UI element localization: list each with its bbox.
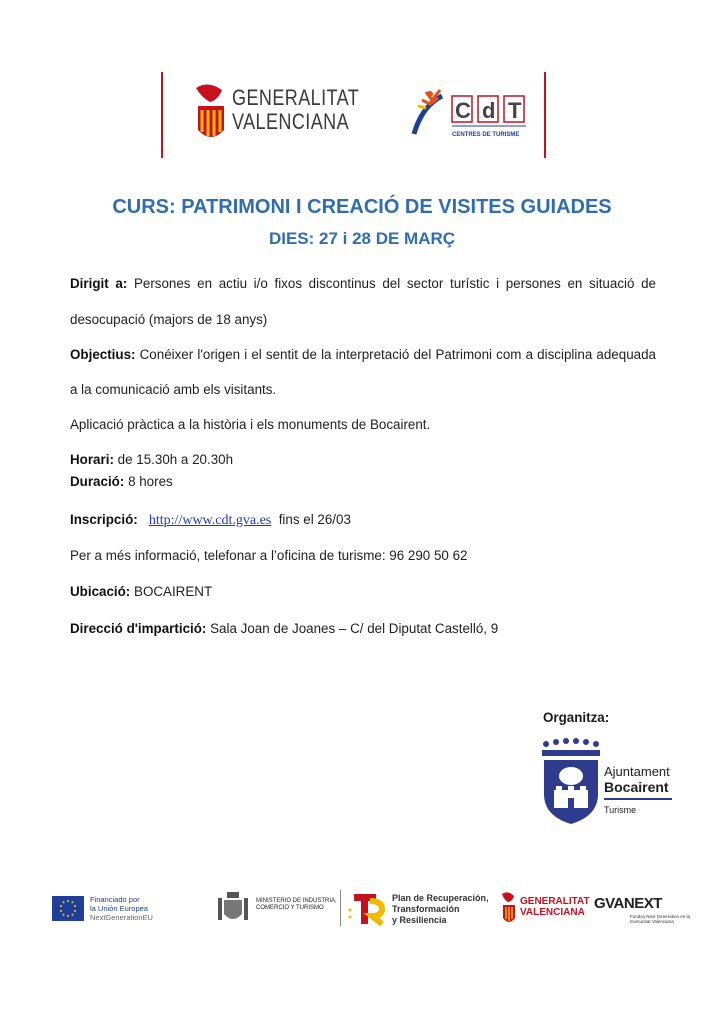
horari-value: de 15.30h a 20.30h: [117, 452, 234, 467]
cdt-subtitle: CENTRES DE TURISME: [452, 132, 520, 138]
eu-flag-icon: [52, 896, 84, 921]
ubicacio-line: [70, 584, 212, 600]
header-divider-right: [544, 72, 546, 158]
direccio-line: [70, 621, 498, 637]
prtr-line-3: y Resiliencia: [392, 915, 447, 925]
info-text: Per a més informació, telefonar a l’oficina de turisme: 96 290 50 62: [70, 548, 468, 563]
footer-separator: [340, 890, 341, 926]
gv-footer-text: [520, 896, 590, 918]
generalitat-valenciana-logo-text: [232, 86, 359, 134]
gvnext-subtitle: Fondos Next Generation en la Comunitat Valenciana: [630, 914, 691, 924]
objectius-label: Objectius:: [70, 347, 136, 362]
aplicacio-text: Aplicació pràctica a la història i els monuments de Bocairent.: [70, 417, 431, 432]
spain-coat-of-arms-icon: [216, 890, 250, 926]
dirigit-label: Dirigit a:: [70, 276, 128, 291]
objectius-text-1: Conéixer l'origen i el sentit de la interpretació del Patrimoni com a disciplina adequada: [139, 347, 656, 362]
prtr-logo-icon: [346, 890, 388, 926]
gv-footer-line-1: GENERALITAT: [520, 896, 590, 907]
dirigit-text-1: Persones en actiu i/o fixos discontinus del sector turístic i persones en situació de: [133, 276, 656, 291]
direccio-label: Direcció d'impartició:: [70, 621, 207, 636]
bocairent-logo-line-1: Ajuntament: [604, 764, 670, 779]
gv-logo-line-1: GENERALITAT: [232, 85, 360, 110]
prtr-line-1: Plan de Recuperación,: [392, 893, 489, 903]
inscripcio-link[interactable]: http://www.cdt.gva.es: [148, 513, 272, 528]
horari-line: [70, 452, 233, 468]
horari-label: Horari:: [70, 452, 114, 467]
bocairent-logo-line-2: Bocairent: [604, 779, 669, 795]
inscripcio-label: Inscripció:: [70, 512, 138, 527]
gv-logo-line-2: VALENCIANA: [232, 109, 350, 134]
svg-text:C: C: [455, 98, 471, 123]
ubicacio-label: Ubicació:: [70, 584, 131, 599]
ubicacio-value: BOCAIRENT: [134, 584, 213, 599]
duracio-label: Duració:: [70, 474, 125, 489]
eu-funding-line-2: la Unión Europea: [90, 904, 148, 913]
direccio-value: Sala Joan de Joanes – C/ del Diputat Castelló, 9: [210, 621, 499, 636]
objectius-text-2: a la comunicació amb els visitants.: [70, 382, 277, 397]
dirigit-text-2: desocupació (majors de 18 anys): [70, 312, 268, 327]
prtr-line-2: Transformación: [392, 904, 460, 914]
gvnext-logo: GVANEXT: [594, 895, 662, 912]
dirigit-line-1: [70, 276, 656, 292]
bocairent-logo-divider: [604, 798, 672, 800]
objectius-line-1: [70, 347, 656, 363]
organitza-label: Organitza:: [543, 710, 610, 725]
duracio-value: 8 hores: [128, 474, 173, 489]
eu-funding-line-1: Financiado por: [90, 895, 140, 904]
duracio-line: [70, 474, 173, 490]
gv-footer-line-2: VALENCIANA: [520, 907, 585, 918]
cdt-logo-icon: [408, 86, 538, 146]
ministerio-text: MINISTERIO DE INDUSTRIA, COMERCIO Y TURISMO: [256, 898, 337, 911]
bocairent-logo-line-3: Turisme: [604, 805, 637, 815]
prtr-text: [392, 893, 489, 926]
header-divider-left: [161, 72, 163, 158]
inscripcio-deadline: fins el 26/03: [278, 512, 351, 527]
eu-funding-line-3: NextGenerationEU: [90, 913, 153, 922]
page-subtitle: DIES: 27 i 28 DE MARÇ: [268, 229, 456, 248]
gv-footer-crest-icon: [500, 890, 518, 926]
svg-text:d: d: [482, 98, 496, 123]
inscripcio-line: [70, 512, 351, 529]
svg-text:T: T: [508, 98, 522, 123]
page-title: CURS: PATRIMONI I CREACIÓ DE VISITES GUIADES: [112, 196, 612, 218]
